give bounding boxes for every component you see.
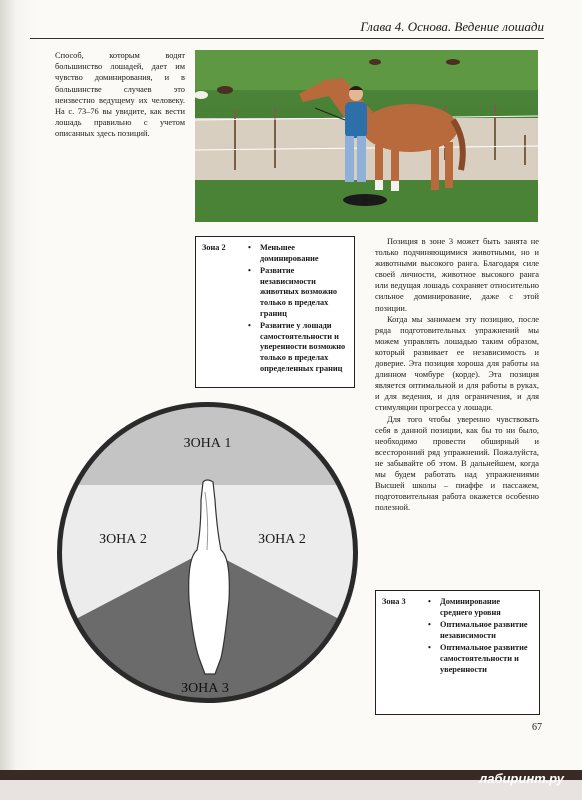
zone2-item: • Развитие у лошади самостоятельности и уверенности возможно только в пределах определенных границ: [248, 321, 348, 374]
zone3-summary-box: [375, 590, 540, 715]
page-number: 67: [532, 722, 542, 733]
zone2-left-label: ЗОНА 2: [99, 532, 147, 547]
zone3-box-label: Зона 3: [382, 597, 406, 606]
zones-diagram: [55, 400, 360, 705]
zone2-item: • Развитие независимости животных возможно только в пределах границ: [248, 266, 348, 319]
zone2-right-label: ЗОНА 2: [258, 532, 306, 547]
page-header: [30, 14, 544, 39]
chapter-title: Глава 4. Основа. Ведение лошади: [360, 19, 544, 34]
zone2-box-label: Зона 2: [202, 243, 226, 252]
zone3-item: • Оптимальное развитие самостоятельности и уверенности: [428, 643, 533, 675]
horse-leading-photo: [195, 50, 538, 222]
right-column-text: [375, 236, 539, 513]
right-paragraph: Когда мы занимаем эту позицию, после ряда подготовительных упражнений мы можем управлять лошадью таким образом, который развивает ее независимость и доверие. Эта позиция хороша для работы на длинном чомбуре (корде). Эта позиция является оптимальной и для работы в руках, и для ведения, и для ограничения, и для стимуляции прогресса у лошади.: [375, 314, 539, 413]
zone3-item: • Оптимальное развитие независимости: [428, 620, 533, 641]
zone3-label: ЗОНА 3: [181, 681, 229, 696]
zone2-item: • Меньшее доминирование: [248, 243, 348, 264]
right-paragraph: Для того чтобы уверенно чувствовать себя в данной позиции, как бы то ни было, необходимо провести обширный и всесторонний ряд упражнений. Пожалуйста, не забывайте об этом. В дальнейшем, когда мы будем работать над упражнениями Высшей школы – пиаффе и пассажем, подготовительная работа окажется особенно полезной.: [375, 414, 539, 513]
zone3-item: • Доминирование среднего уровня: [428, 597, 533, 618]
right-paragraph: Позиция в зоне 3 может быть занята не только подчиняющимися животными, но и животными высокого ранга. Благодаря силе своей личности, животное высокого ранга или ведущая лошадь сохраняет относительно сильное доминирование, даже с этой позиции.: [375, 237, 539, 313]
left-paragraph: Способ, которым водят большинство лошадей, дает им чувство доминирования, и в большинстве случаев это неизвестно ведущему их человеку. На с. 73–76 вы увидите, как вести лошадь правильно с учетом описанных здесь позиций.: [55, 51, 185, 139]
zone2-summary-box: [195, 236, 355, 388]
watermark: лабиринт.ру: [479, 771, 564, 786]
zone2-list: [248, 243, 348, 376]
zone3-list: [428, 597, 533, 677]
zone1-label: ЗОНА 1: [183, 436, 232, 451]
